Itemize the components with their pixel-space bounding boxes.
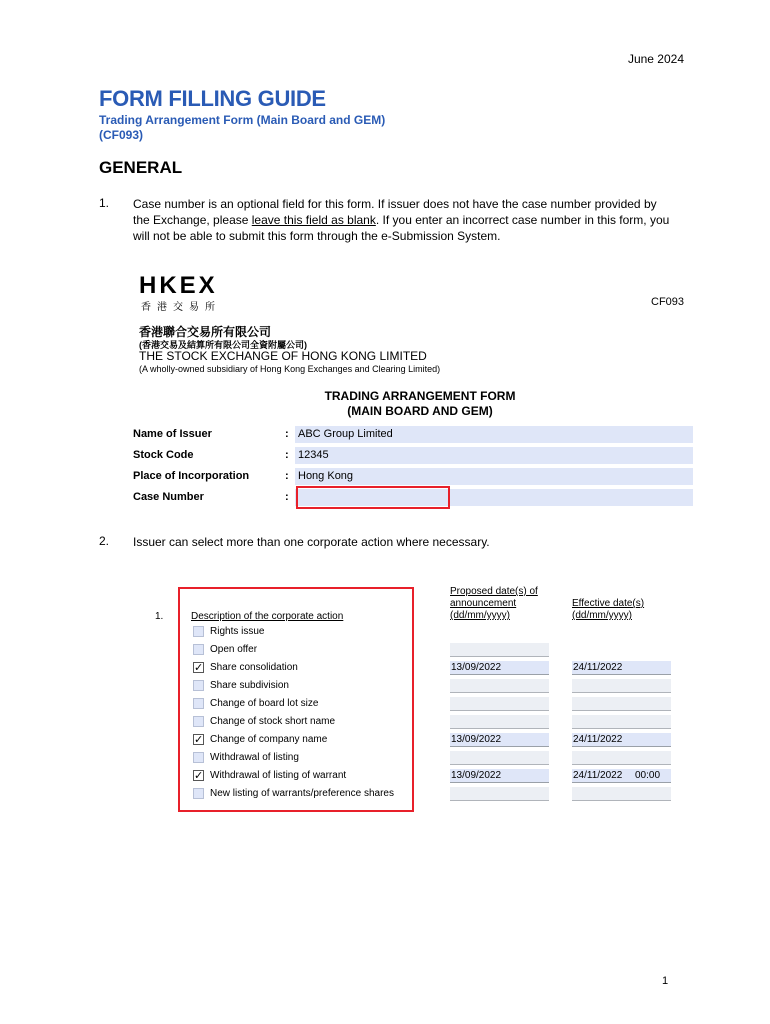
corporate-action-number: 1.: [155, 611, 164, 622]
company-subtitle-english: (A wholly-owned subsidiary of Hong Kong Exchanges and Clearing Limited): [139, 364, 441, 374]
corporate-action-item: [193, 732, 327, 746]
hkex-logo: HKEX: [139, 272, 218, 299]
corporate-action-label: Withdrawal of listing: [210, 751, 299, 763]
effective-date-header: [572, 598, 644, 622]
corporate-action-item: [193, 642, 257, 656]
checkbox[interactable]: ✓: [194, 733, 204, 746]
effective-date-field[interactable]: [572, 661, 671, 675]
proposed-date-field[interactable]: [450, 715, 549, 729]
effective-date-field[interactable]: [572, 679, 671, 693]
proposed-date-field[interactable]: [450, 643, 549, 657]
section-heading: GENERAL: [99, 158, 183, 177]
effective-date-header-line-2: (dd/mm/yyyy): [572, 610, 632, 621]
page-number: 1: [662, 975, 669, 987]
corporate-action-header: Description of the corporate action: [191, 611, 344, 622]
corporate-action-label: Open offer: [210, 643, 258, 655]
checkbox[interactable]: [193, 698, 204, 709]
effective-date-field[interactable]: [572, 769, 671, 783]
checkbox[interactable]: [193, 626, 204, 637]
place-of-incorporation-label: Place of Incorporation: [133, 470, 250, 482]
page-subtitle: [99, 113, 385, 143]
checkbox[interactable]: [193, 788, 204, 799]
checkbox[interactable]: [193, 752, 204, 763]
corporate-action-label: Change of stock short name: [210, 715, 336, 727]
effective-date-field[interactable]: [572, 787, 671, 801]
effective-date-field[interactable]: [572, 733, 671, 747]
company-name-english: THE STOCK EXCHANGE OF HONG KONG LIMITED: [139, 349, 427, 363]
corporate-action-item: [193, 624, 264, 638]
issuer-name-field[interactable]: ABC Group Limited: [295, 426, 693, 443]
effective-date-value: 24/11/2022: [573, 734, 623, 745]
corporate-action-label: New listing of warrants/preference shares: [210, 787, 394, 799]
checkbox[interactable]: [193, 716, 204, 727]
proposed-date-field[interactable]: [450, 751, 549, 765]
item-1-number: 1.: [99, 196, 110, 210]
corporate-action-label: Change of board lot size: [210, 697, 319, 709]
proposed-date-field[interactable]: 13/09/2022: [450, 733, 549, 747]
document-date: June 2024: [627, 52, 684, 66]
proposed-date-header-line-2: announcement: [450, 598, 517, 609]
form-title-line-1: TRADING ARRANGEMENT FORM: [324, 389, 516, 403]
item-2-text: Issuer can select more than one corporate action where necessary.: [133, 535, 490, 549]
page-title: FORM FILLING GUIDE: [99, 86, 326, 111]
proposed-date-field[interactable]: [450, 787, 549, 801]
company-subtitle-chinese: (香港交易及結算所有限公司全資附屬公司): [139, 340, 307, 350]
item-1-text-underlined: leave this field as blank: [251, 213, 376, 227]
corporate-action-item: [193, 750, 299, 764]
issuer-name-colon: :: [285, 428, 289, 440]
proposed-date-field[interactable]: 13/09/2022: [450, 769, 549, 783]
corporate-action-label: Share subdivision: [210, 679, 289, 691]
item-1-text: [133, 196, 673, 244]
proposed-date-header: [450, 586, 538, 622]
form-code: CF093: [651, 296, 685, 308]
proposed-date-field[interactable]: [450, 697, 549, 711]
item-2-number: 2.: [99, 534, 110, 548]
corporate-action-label: Change of company name: [210, 733, 328, 745]
corporate-action-item: [193, 786, 394, 800]
proposed-date-header-line-3: (dd/mm/yyyy): [450, 610, 510, 621]
place-of-incorporation-colon: :: [285, 470, 289, 482]
checkbox[interactable]: ✓: [194, 769, 204, 782]
case-number-highlight: [296, 486, 450, 509]
corporate-action-label: Share consolidation: [210, 661, 298, 673]
effective-date-field[interactable]: [572, 715, 671, 729]
corporate-action-item: [193, 696, 318, 710]
corporate-action-label: Rights issue: [210, 625, 265, 637]
effective-date-value: 24/11/2022: [573, 770, 623, 781]
place-of-incorporation-field[interactable]: Hong Kong: [295, 468, 693, 485]
corporate-action-item: [193, 768, 346, 782]
effective-date-field[interactable]: [572, 751, 671, 765]
corporate-action-item: [193, 714, 335, 728]
subtitle-line-1: Trading Arrangement Form (Main Board and GEM): [99, 113, 386, 127]
effective-date-header-line-1: Effective date(s): [572, 598, 645, 609]
effective-time-value: 00:00: [635, 770, 661, 781]
corporate-action-item: [193, 660, 298, 674]
subtitle-line-2: (CF093): [99, 128, 144, 142]
issuer-name-label: Name of Issuer: [133, 428, 212, 440]
checkbox[interactable]: ✓: [194, 661, 204, 674]
checkbox[interactable]: [193, 644, 204, 655]
effective-date-value: 24/11/2022: [573, 662, 623, 673]
stock-code-label: Stock Code: [133, 449, 194, 461]
case-number-label: Case Number: [133, 491, 204, 503]
corporate-action-label: Withdrawal of listing of warrant: [210, 769, 347, 781]
stock-code-colon: :: [285, 449, 289, 461]
proposed-date-field[interactable]: 13/09/2022: [450, 661, 549, 675]
proposed-date-field[interactable]: [450, 679, 549, 693]
hkex-logo-chinese: 香港交易所: [141, 302, 221, 313]
checkbox[interactable]: [193, 680, 204, 691]
form-title: [300, 389, 540, 419]
item-1-text-before: Case number is an optional field for this form. If issuer does not have the case number provided by the Exchange, please: [133, 197, 657, 227]
form-title-line-2: (MAIN BOARD AND GEM): [347, 404, 493, 418]
stock-code-field[interactable]: 12345: [295, 447, 693, 464]
proposed-date-header-line-1: Proposed date(s) of: [450, 586, 538, 597]
effective-date-field[interactable]: [572, 697, 671, 711]
company-name-chinese: 香港聯合交易所有限公司: [139, 325, 272, 339]
case-number-colon: :: [285, 491, 289, 503]
corporate-action-item: [193, 678, 289, 692]
item-1-text-after: . If you enter an incorrect case number in this form, you will not be able to submit this form through the e-Submission System.: [133, 213, 670, 243]
